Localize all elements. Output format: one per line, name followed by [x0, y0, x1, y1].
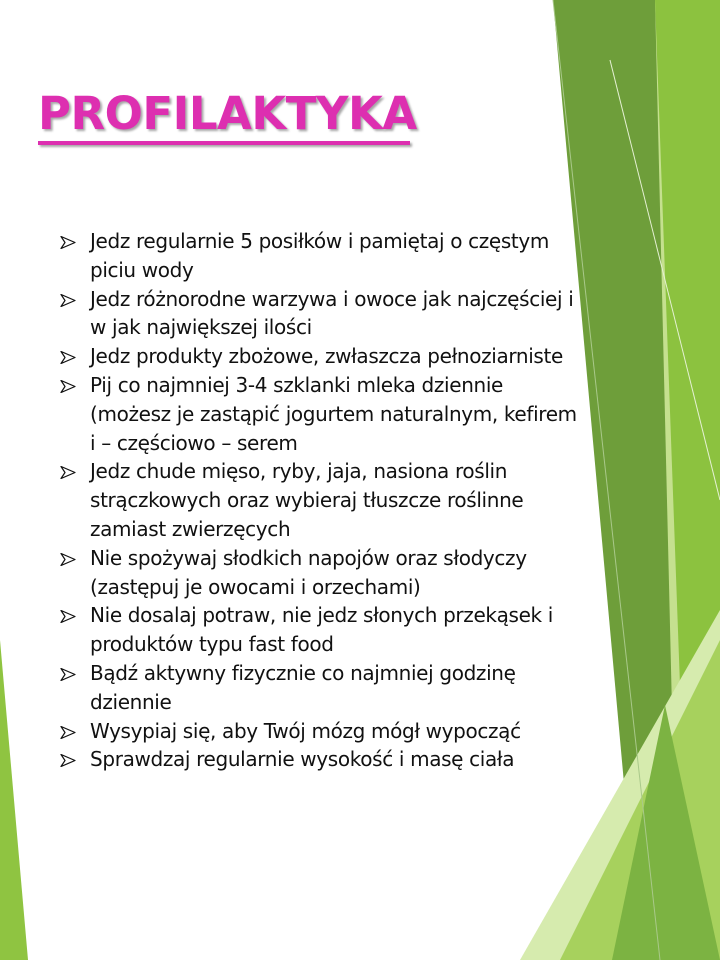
recommendation-list: [60, 227, 580, 774]
arrowhead-bullet-icon: [60, 236, 76, 249]
list-item: [60, 371, 580, 457]
list-item: [60, 659, 580, 717]
left-green-wedge: [0, 640, 28, 960]
list-item-text: Jedz produkty zbożowe, zwłaszcza pełnoziarniste: [90, 344, 563, 369]
list-item: [60, 717, 580, 746]
title-underline: [38, 141, 410, 145]
arrowhead-bullet-icon: [60, 294, 76, 307]
list-item: [60, 285, 580, 343]
list-item-text: Sprawdzaj regularnie wysokość i masę ciała: [90, 747, 515, 772]
arrowhead-bullet-icon: [60, 380, 76, 393]
list-item-text: Nie spożywaj słodkich napojów oraz słodyczy (zastępuj je owocami i orzechami): [90, 545, 527, 599]
list-item: [60, 342, 580, 371]
arrowhead-bullet-icon: [60, 351, 76, 364]
list-item-text: Wysypiaj się, aby Twój mózg mógł wypocząć: [90, 718, 521, 743]
arrowhead-bullet-icon: [60, 668, 76, 681]
list-item: [60, 544, 580, 602]
list-item-text: Nie dosalaj potraw, nie jedz słonych przekąsek i produktów typu fast food: [90, 603, 554, 657]
arrowhead-bullet-icon: [60, 754, 76, 767]
arrowhead-bullet-icon: [60, 726, 76, 739]
slide-title: PROFILAKTYKA: [38, 87, 417, 140]
arrowhead-bullet-icon: [60, 610, 76, 623]
list-item-text: Bądź aktywny fizycznie co najmniej godzinę dziennie: [90, 660, 516, 714]
list-item: [60, 457, 580, 543]
list-item: [60, 745, 580, 774]
list-item-text: Jedz różnorodne warzywa i owoce jak najczęściej i w jak największej ilości: [90, 286, 574, 340]
list-item-text: Jedz regularnie 5 posiłków i pamiętaj o częstym piciu wody: [90, 229, 550, 282]
arrowhead-bullet-icon: [60, 466, 76, 479]
list-item-text: Jedz chude mięso, ryby, jaja, nasiona roślin strączkowych oraz wybieraj tłuszcze roślinne zamiast zwierzęcych: [90, 459, 524, 541]
list-item: [60, 227, 580, 285]
list-item-text: Pij co najmniej 3-4 szklanki mleka dziennie (możesz je zastąpić jogurtem naturalnym, kefirem i – częściowo – serem: [90, 372, 577, 455]
arrowhead-bullet-icon: [60, 553, 76, 566]
list-item: [60, 601, 580, 659]
